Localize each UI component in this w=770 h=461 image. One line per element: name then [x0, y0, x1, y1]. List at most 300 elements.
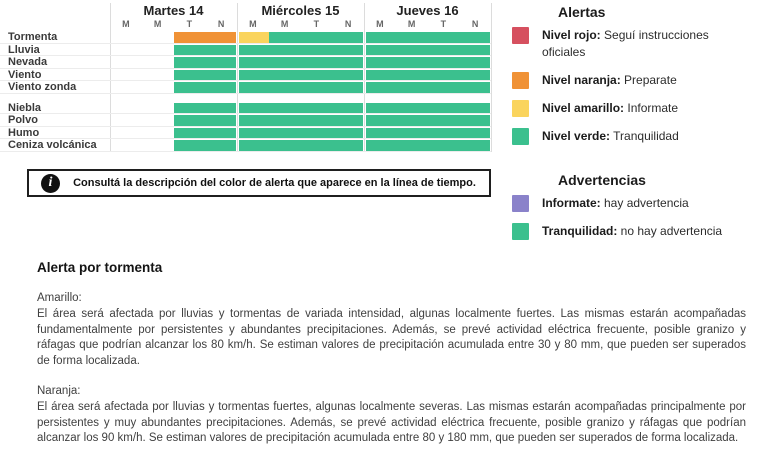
alert-level-bar [459, 103, 490, 114]
timeline-cell[interactable] [332, 102, 364, 114]
timeline-cell[interactable] [332, 81, 364, 93]
alert-level-bar [269, 32, 301, 43]
timeline-cell[interactable] [269, 81, 301, 93]
timeline-cell[interactable] [237, 102, 269, 114]
alert-level-bar [366, 82, 396, 93]
alert-level-bar [396, 128, 428, 139]
timeline-cell [142, 127, 174, 139]
alert-description-section [37, 291, 746, 370]
legend-item-label: Tranquilidad: [542, 224, 618, 238]
timeline-rows [0, 31, 491, 152]
timeline-cell[interactable] [396, 69, 428, 81]
legend-item-label: Nivel naranja: [542, 73, 621, 87]
warnings-legend-title: Advertencias [558, 172, 646, 188]
timeline-cell[interactable] [237, 56, 269, 68]
timeline-day-cells [237, 81, 364, 94]
alert-level-bar [205, 45, 236, 56]
phenomenon-label: Polvo [0, 114, 110, 127]
day-period-labels [237, 19, 364, 30]
timeline-row [0, 81, 491, 94]
timeline-cell[interactable] [396, 102, 428, 114]
alert-level-bar [205, 103, 236, 114]
timeline-cell[interactable] [174, 81, 206, 93]
phenomenon-label: Tormenta [0, 31, 110, 44]
alert-level-bar [396, 140, 428, 151]
period-label: N [344, 19, 352, 29]
timeline-cell[interactable] [174, 31, 206, 43]
alert-level-bar [428, 32, 460, 43]
alert-level-name: Amarillo: [37, 292, 82, 304]
alert-level-bar [174, 57, 206, 68]
alert-level-bar [269, 128, 301, 139]
period-label: T [440, 19, 447, 29]
timeline-row [0, 139, 491, 152]
timeline-day-cells [364, 114, 491, 127]
timeline-cell [110, 44, 142, 56]
alert-level-bar [239, 57, 269, 68]
alert-level-bar [269, 57, 301, 68]
timeline-cell[interactable] [205, 69, 237, 81]
alert-details-title: Alerta por tormenta [37, 260, 163, 275]
timeline-cell[interactable] [428, 81, 460, 93]
legend-panel [512, 4, 768, 251]
info-banner [27, 169, 491, 197]
red-swatch-icon [512, 27, 529, 44]
warning-legend-item [512, 195, 768, 212]
timeline-cell [110, 102, 142, 114]
alert-level-bar [174, 82, 206, 93]
timeline-cell[interactable] [332, 31, 364, 43]
period-label: M [280, 19, 289, 29]
period-label: M [376, 19, 384, 29]
alert-level-bar [239, 45, 269, 56]
alert-level-bar [174, 32, 206, 43]
timeline-cell[interactable] [205, 31, 237, 43]
timeline-cell [110, 69, 142, 81]
timeline-cell[interactable] [364, 56, 396, 68]
alert-level-bar [396, 82, 428, 93]
green-swatch-icon [512, 223, 529, 240]
period-label: M [249, 19, 257, 29]
alert-level-bar [332, 128, 363, 139]
timeline-cell[interactable] [459, 127, 491, 139]
alert-level-bar [239, 82, 269, 93]
timeline-cell[interactable] [428, 69, 460, 81]
timeline-cell[interactable] [428, 56, 460, 68]
alert-level-bar [174, 70, 206, 81]
alert-level-bar [239, 103, 269, 114]
alert-level-bar [396, 45, 428, 56]
alert-level-bar [174, 128, 206, 139]
timeline-cell[interactable] [459, 44, 491, 56]
timeline-cell[interactable] [205, 114, 237, 126]
timeline-day-cells [364, 102, 491, 115]
alert-level-bar [459, 115, 490, 126]
timeline-row [0, 56, 491, 69]
alert-level-bar [459, 140, 490, 151]
timeline-cell[interactable] [396, 127, 428, 139]
timeline-cell[interactable] [332, 127, 364, 139]
alert-level-name: Naranja: [37, 384, 81, 397]
info-banner-text: Consultá la descripción del color de alerta que aparece en la línea de tiempo. [73, 177, 476, 189]
timeline-cell[interactable] [396, 56, 428, 68]
timeline-cell[interactable] [205, 102, 237, 114]
timeline-cell[interactable] [205, 81, 237, 93]
timeline-day-cells [364, 44, 491, 57]
period-label: N [217, 19, 225, 29]
period-label: T [313, 19, 320, 29]
timeline-day-header [237, 2, 364, 30]
alert-level-bar [396, 103, 428, 114]
day-label: Martes 14 [143, 3, 204, 18]
timeline-divider [491, 3, 492, 152]
timeline-cell [142, 81, 174, 93]
alert-level-bar [428, 140, 460, 151]
timeline-day-cells [237, 102, 364, 115]
timeline-cell[interactable] [459, 139, 491, 151]
alert-level-bar [366, 45, 396, 56]
timeline-cell[interactable] [428, 102, 460, 114]
timeline-cell[interactable] [459, 31, 491, 43]
alert-legend-item [512, 72, 768, 89]
timeline-cell[interactable] [269, 127, 301, 139]
alert-level-bar [269, 140, 301, 151]
timeline-cell[interactable] [269, 56, 301, 68]
alert-level-bar [332, 82, 363, 93]
timeline-cell[interactable] [332, 139, 364, 151]
alert-level-bar [396, 32, 428, 43]
timeline-day-cells [110, 139, 237, 152]
timeline-cell[interactable] [301, 31, 333, 43]
alert-level-bar [301, 57, 333, 68]
phenomenon-label: Nevada [0, 56, 110, 69]
timeline-cell[interactable] [237, 44, 269, 56]
alert-level-bar [269, 103, 301, 114]
timeline-cell [142, 31, 174, 43]
timeline-cell[interactable] [396, 31, 428, 43]
period-label: M [122, 19, 130, 29]
timeline-day-cells [237, 44, 364, 57]
info-icon: i [41, 174, 60, 193]
alert-level-bar [301, 140, 333, 151]
timeline-cell[interactable] [269, 31, 301, 43]
alert-level-bar [332, 103, 363, 114]
alert-details [37, 260, 746, 461]
timeline-cell [142, 56, 174, 68]
timeline-cell[interactable] [332, 69, 364, 81]
timeline-day-cells [237, 139, 364, 152]
alert-level-bar [366, 128, 396, 139]
alert-level-bar [366, 57, 396, 68]
timeline-cell [110, 139, 142, 151]
timeline-day-header [110, 2, 237, 30]
timeline-day-cells [110, 127, 237, 140]
timeline-cell[interactable] [174, 69, 206, 81]
day-label: Jueves 16 [396, 3, 459, 18]
period-label: M [153, 19, 162, 29]
timeline-cell[interactable] [205, 56, 237, 68]
alert-level-bar [301, 103, 333, 114]
alert-level-description: El área será afectada por lluvias y tormentas fuertes, algunas localmente severas. Las mismas estarán acompañadas principalmente por persistentes y muy abundantes precipitaciones. Además, se prevé actividad eléctrica frecuente, posible granizo y ráfagas que podrían alcanzar los 90 km/h. Se estiman valores de precipitación acumulada entre 80 y 180 mm, que pueden ser superados de forma localizada. [37, 400, 746, 445]
alert-level-bar [205, 140, 236, 151]
timeline-cell[interactable] [237, 114, 269, 126]
alert-level-bar [366, 140, 396, 151]
timeline-cell[interactable] [269, 102, 301, 114]
timeline-row [0, 127, 491, 140]
alert-level-bar [239, 128, 269, 139]
timeline-cell[interactable] [269, 139, 301, 151]
alert-timeline [0, 0, 494, 156]
timeline-day-cells [364, 81, 491, 94]
alert-level-bar [428, 45, 460, 56]
timeline-row [0, 102, 491, 115]
alert-level-bar [459, 45, 490, 56]
timeline-cell[interactable] [364, 69, 396, 81]
timeline-cell[interactable] [459, 102, 491, 114]
timeline-day-cells [237, 31, 364, 44]
alert-level-bar [332, 32, 363, 43]
alerts-legend-title: Alertas [558, 4, 606, 20]
timeline-cell[interactable] [205, 127, 237, 139]
timeline-cell[interactable] [459, 114, 491, 126]
green-swatch-icon [512, 128, 529, 145]
alert-level-bar [174, 103, 206, 114]
legend-item-label: Nivel rojo: [542, 28, 601, 42]
timeline-cell[interactable] [174, 127, 206, 139]
alert-legend-item [512, 27, 768, 61]
timeline-row [0, 44, 491, 57]
timeline-day-cells [110, 102, 237, 115]
phenomenon-label: Ceniza volcánica [0, 139, 110, 152]
alert-level-bar [332, 45, 363, 56]
timeline-cell[interactable] [364, 139, 396, 151]
legend-item-text: Nivel naranja: Preparate [542, 73, 677, 87]
legend-item-text: Nivel rojo: Seguí instrucciones oficiales [542, 28, 709, 59]
timeline-cell[interactable] [332, 44, 364, 56]
timeline-cell [142, 102, 174, 114]
timeline-cell[interactable] [237, 127, 269, 139]
alert-details-sections [37, 291, 746, 447]
alert-description-section [37, 384, 746, 447]
warnings-legend-list [512, 195, 768, 240]
phenomenon-label: Viento [0, 69, 110, 82]
timeline-cell[interactable] [364, 127, 396, 139]
orange-swatch-icon [512, 72, 529, 89]
timeline-day-cells [364, 31, 491, 44]
purple-swatch-icon [512, 195, 529, 212]
alert-level-bar [332, 115, 363, 126]
alert-level-bar [205, 115, 236, 126]
alert-level-bar [269, 45, 301, 56]
phenomenon-label: Humo [0, 127, 110, 140]
timeline-cell[interactable] [428, 44, 460, 56]
alert-legend-item [512, 100, 768, 117]
timeline-day-cells [237, 127, 364, 140]
timeline-cell[interactable] [269, 114, 301, 126]
timeline-day-cells [110, 44, 237, 57]
timeline-cell[interactable] [428, 114, 460, 126]
alert-level-bar [396, 57, 428, 68]
timeline-cell[interactable] [396, 139, 428, 151]
alert-level-bar [174, 45, 206, 56]
timeline-row [0, 31, 491, 44]
timeline-cell[interactable] [301, 81, 333, 93]
alert-level-bar [459, 32, 490, 43]
timeline-cell[interactable] [174, 56, 206, 68]
timeline-cell[interactable] [174, 102, 206, 114]
legend-item-text: Informate: hay advertencia [542, 196, 689, 210]
timeline-cell [110, 56, 142, 68]
timeline-day-cells [364, 139, 491, 152]
alert-level-bar [239, 32, 269, 43]
alert-level-bar [332, 57, 363, 68]
day-label: Miércoles 15 [261, 3, 340, 18]
period-label: N [471, 19, 479, 29]
day-period-labels [364, 19, 491, 30]
alert-level-bar [301, 45, 333, 56]
yellow-swatch-icon [512, 100, 529, 117]
timeline-cell[interactable] [428, 127, 460, 139]
alert-level-bar [205, 57, 236, 68]
day-period-labels [110, 19, 237, 30]
alert-level-bar [301, 115, 333, 126]
timeline-cell[interactable] [396, 44, 428, 56]
timeline-day-headers [110, 2, 491, 30]
timeline-cell [110, 81, 142, 93]
phenomenon-label: Lluvia [0, 44, 110, 57]
timeline-cell[interactable] [396, 114, 428, 126]
timeline-day-cells [110, 69, 237, 82]
timeline-cell[interactable] [301, 56, 333, 68]
alert-level-bar [366, 32, 396, 43]
timeline-cell [110, 114, 142, 126]
alert-level-bar [174, 115, 206, 126]
timeline-cell[interactable] [364, 114, 396, 126]
timeline-row [0, 69, 491, 82]
alert-level-bar [428, 115, 460, 126]
timeline-day-cells [364, 127, 491, 140]
timeline-cell[interactable] [237, 139, 269, 151]
timeline-cell[interactable] [428, 139, 460, 151]
timeline-cell[interactable] [332, 114, 364, 126]
alert-level-bar [239, 70, 269, 81]
alert-level-bar [205, 32, 236, 43]
timeline-cell[interactable] [237, 81, 269, 93]
alert-level-bar [269, 115, 301, 126]
alert-level-bar [269, 82, 301, 93]
timeline-cell [110, 127, 142, 139]
alert-level-bar [428, 70, 460, 81]
alert-level-bar [239, 115, 269, 126]
timeline-cell[interactable] [301, 127, 333, 139]
alert-level-bar [301, 82, 333, 93]
alert-level-bar [428, 128, 460, 139]
timeline-cell[interactable] [269, 44, 301, 56]
timeline-day-cells [237, 114, 364, 127]
alert-level-bar [332, 140, 363, 151]
timeline-cell[interactable] [269, 69, 301, 81]
timeline-cell[interactable] [237, 31, 269, 43]
timeline-cell[interactable] [332, 56, 364, 68]
warning-legend-item [512, 223, 768, 240]
timeline-cell [142, 114, 174, 126]
legend-item-text: Nivel amarillo: Informate [542, 101, 679, 115]
timeline-cell [142, 139, 174, 151]
alert-level-bar [174, 140, 206, 151]
timeline-cell[interactable] [301, 114, 333, 126]
timeline-day-header [364, 2, 491, 30]
period-label: M [407, 19, 416, 29]
alert-level-bar [205, 128, 236, 139]
legend-item-text: Tranquilidad: no hay advertencia [542, 224, 723, 238]
alert-level-bar [301, 32, 333, 43]
timeline-cell[interactable] [459, 81, 491, 93]
timeline-cell[interactable] [174, 44, 206, 56]
alert-level-bar [428, 57, 460, 68]
timeline-cell[interactable] [364, 44, 396, 56]
alert-level-bar [396, 70, 428, 81]
timeline-cell[interactable] [428, 31, 460, 43]
timeline-cell[interactable] [174, 114, 206, 126]
timeline-cell[interactable] [205, 139, 237, 151]
phenomenon-label: Viento zonda [0, 81, 110, 94]
timeline-day-cells [110, 81, 237, 94]
alert-level-bar [239, 140, 269, 151]
timeline-cell [142, 44, 174, 56]
timeline-row [0, 114, 491, 127]
timeline-day-cells [237, 69, 364, 82]
timeline-group-gap [0, 94, 491, 102]
timeline-cell[interactable] [174, 139, 206, 151]
period-label: T [186, 19, 193, 29]
alert-legend-item [512, 128, 768, 145]
alert-level-description: El área será afectada por lluvias y tormentas de variada intensidad, algunas localmente fuertes. Las mismas estarán acompañadas fundamentalmente por persistentes y abundantes precipitaciones. Además, se prevé actividad eléctrica frecuente, posible granizo y ráfagas que podrían alcanzar los 80 km/h. Se estiman valores de precipitación acumulada entre 30 y 80 mm, que pueden ser superados de forma localizada. [37, 307, 746, 368]
timeline-cell[interactable] [364, 31, 396, 43]
timeline-cell[interactable] [301, 44, 333, 56]
alert-level-bar [205, 70, 236, 81]
timeline-day-cells [110, 114, 237, 127]
timeline-cell[interactable] [301, 102, 333, 114]
alert-level-bar [396, 115, 428, 126]
timeline-cell[interactable] [301, 69, 333, 81]
alert-level-bar [459, 57, 490, 68]
timeline-day-cells [364, 69, 491, 82]
legend-separator [512, 156, 768, 172]
timeline-cell[interactable] [301, 139, 333, 151]
timeline-cell[interactable] [364, 102, 396, 114]
alert-level-bar [332, 70, 363, 81]
legend-item-label: Nivel amarillo: [542, 101, 625, 115]
alert-level-bar [301, 70, 333, 81]
alerts-legend-list [512, 27, 768, 145]
timeline-cell [142, 69, 174, 81]
alert-level-bar [366, 103, 396, 114]
timeline-cell[interactable] [237, 69, 269, 81]
timeline-cell[interactable] [205, 44, 237, 56]
timeline-cell[interactable] [364, 81, 396, 93]
timeline-day-cells [110, 31, 237, 44]
timeline-day-cells [110, 56, 237, 69]
legend-item-label: Informate: [542, 196, 601, 210]
alert-level-bar [205, 82, 236, 93]
alert-level-bar [459, 128, 490, 139]
timeline-cell[interactable] [396, 81, 428, 93]
timeline-cell[interactable] [459, 56, 491, 68]
timeline-day-cells [364, 56, 491, 69]
timeline-cell[interactable] [459, 69, 491, 81]
alert-level-bar [428, 82, 460, 93]
timeline-cell [110, 31, 142, 43]
